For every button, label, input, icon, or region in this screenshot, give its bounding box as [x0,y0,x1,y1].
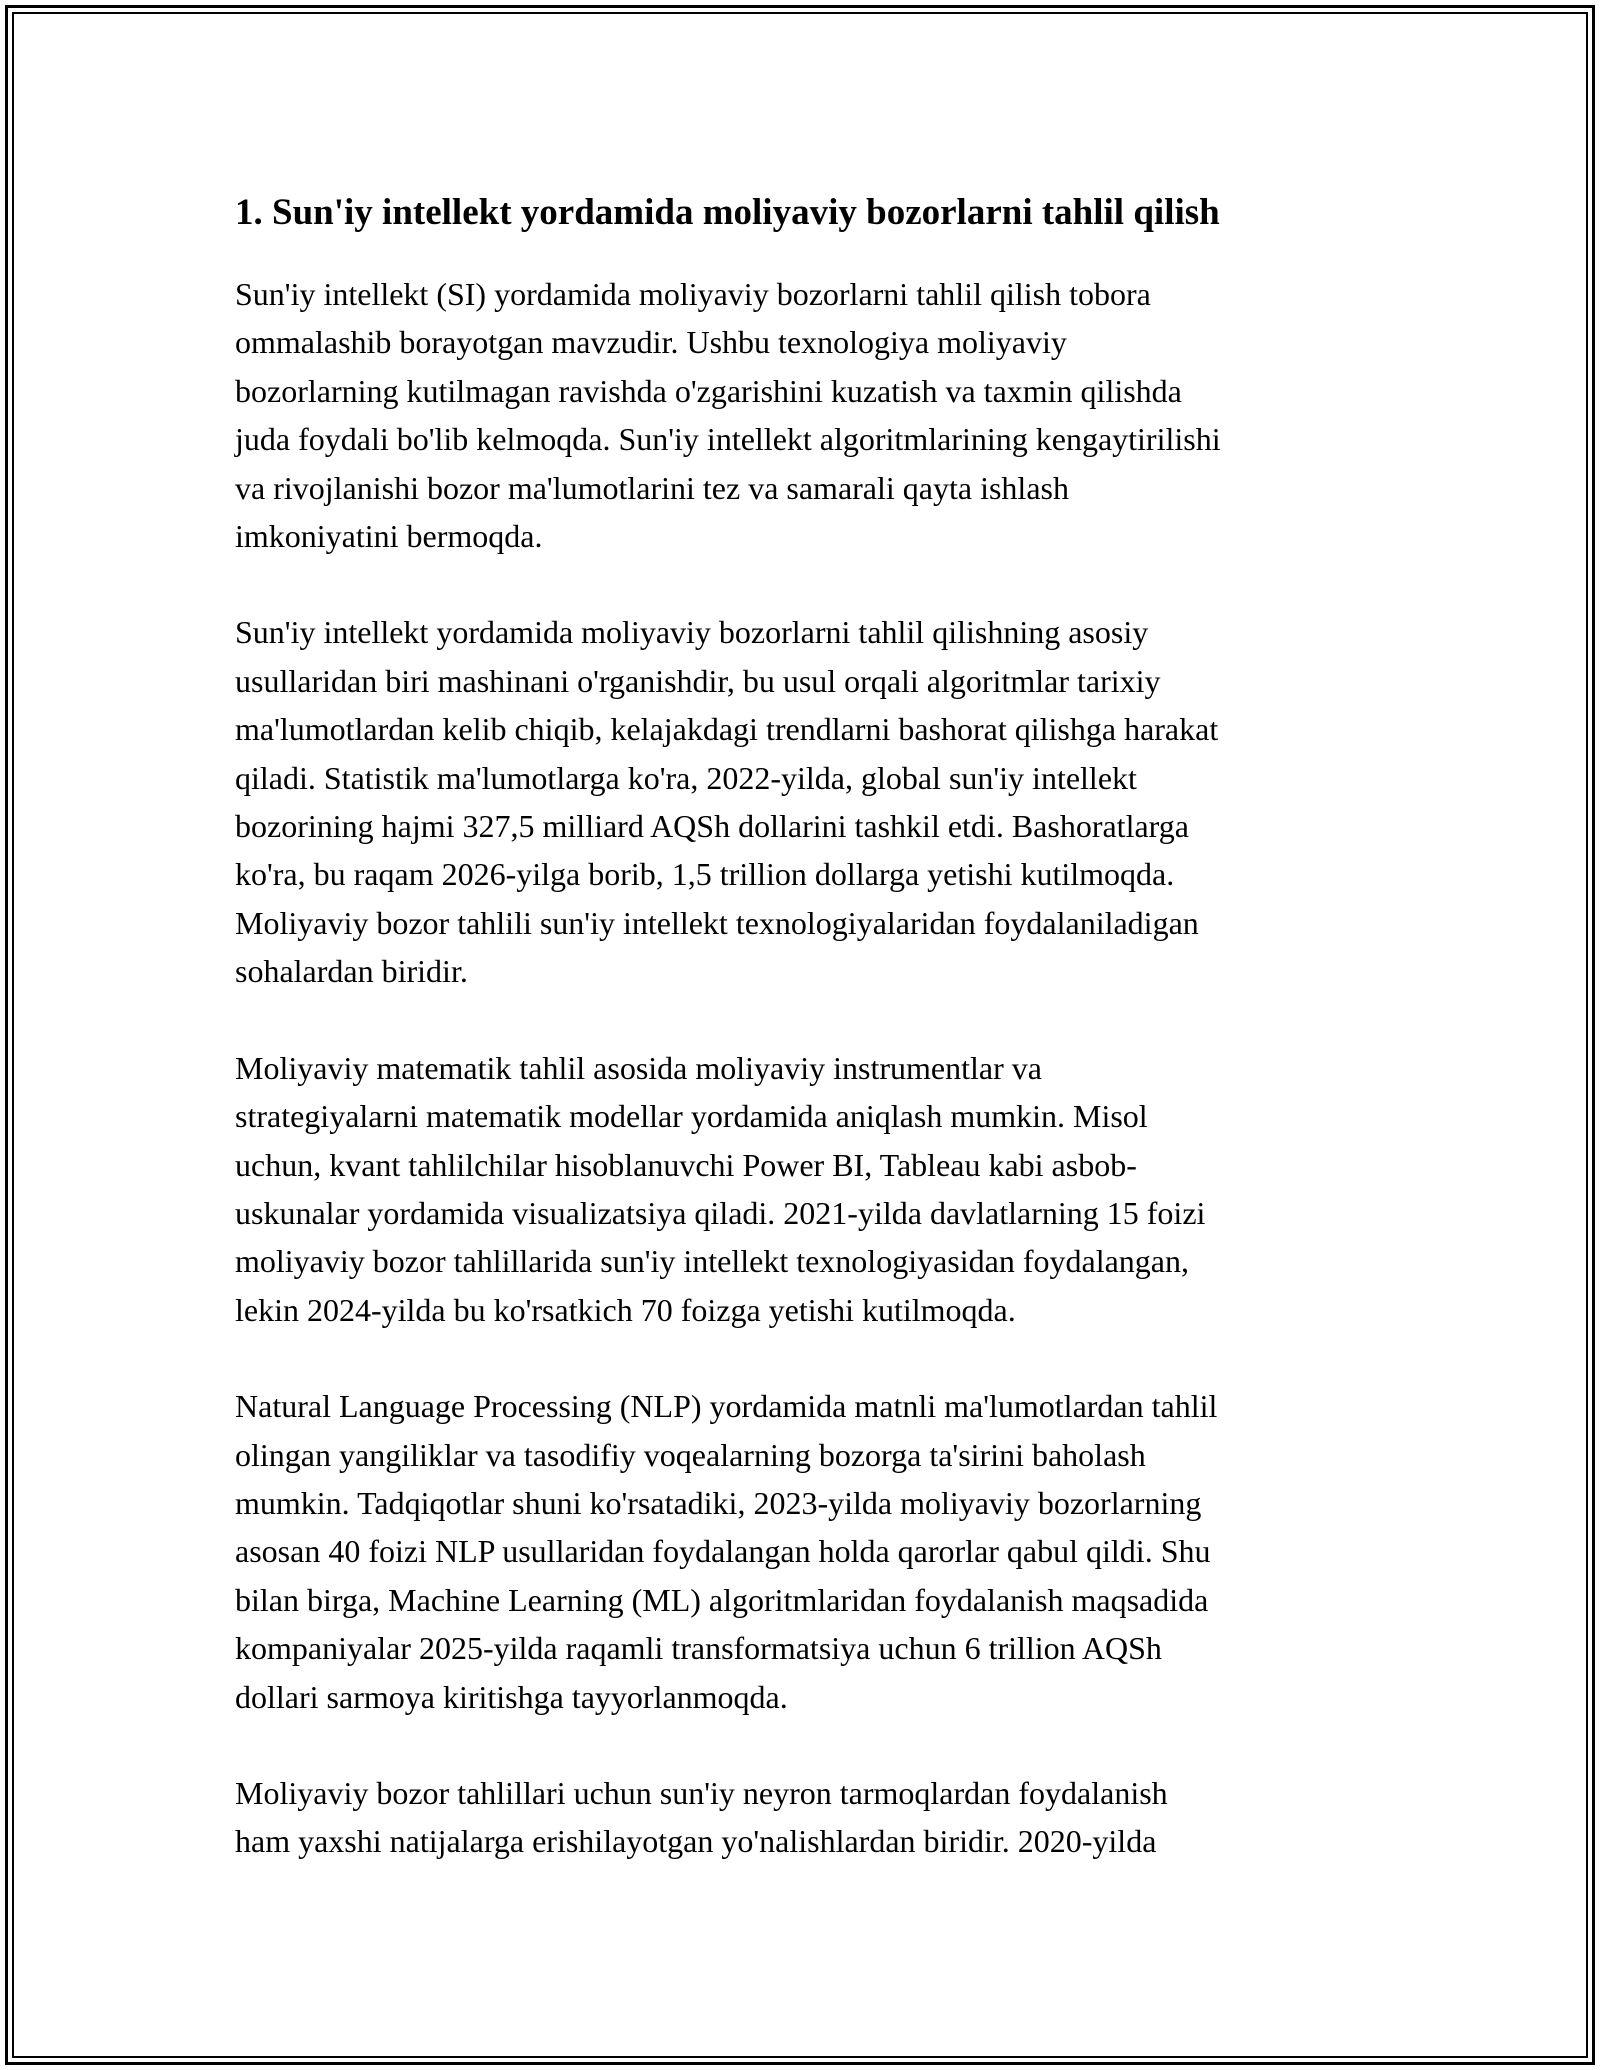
paragraph-line: Sun'iy intellekt yordamida moliyaviy bozorlarni tahlil qilishning asosiy [235,614,1149,651]
paragraph-line: Sun'iy intellekt (SI) yordamida moliyaviy bozorlarni tahlil qilish tobora [235,276,1151,312]
paragraph-line: Moliyaviy matematik tahlil asosida moliyaviy instrumentlar va [235,1049,1042,1086]
paragraph-list [235,270,1375,1866]
paragraph-line: Moliyaviy bozor tahlillari uchun sun'iy neyron tarmoqlardan foydalanish [235,1774,1168,1811]
paragraph-line: dollari sarmoya kiritishga tayyorlanmoqda. [235,1678,788,1715]
paragraph-line: sohalardan biridir. [235,953,468,990]
paragraph-line: usullaridan biri mashinani o'rganishdir, bu usul orqali algoritmlar tarixiy [235,662,1161,699]
paragraph-line: qiladi. Statistik ma'lumotlarga ko'ra, 2022-yilda, global sun'iy intellekt [235,759,1137,796]
paragraph [235,1044,1375,1334]
paragraph-line: strategiyalarni matematik modellar yordamida aniqlash mumkin. Misol [235,1098,1148,1135]
paragraph-line: Natural Language Processing (NLP) yordamida matnli ma'lumotlardan tahlil [235,1388,1218,1425]
paragraph-line: Moliyaviy bozor tahlili sun'iy intellekt texnologiyalaridan foydalaniladigan [235,904,1199,941]
paragraph-line: bozorining hajmi 327,5 milliard AQSh dollarini tashkil etdi. Bashoratlarga [235,808,1189,845]
paragraph-line: moliyaviy bozor tahlillarida sun'iy intellekt texnologiyasidan foydalangan, [235,1243,1189,1280]
paragraph [235,1382,1375,1721]
paragraph-line: olingan yangiliklar va tasodifiy voqealarning bozorga ta'sirini baholash [235,1436,1146,1473]
paragraph-line: imkoniyatini bermoqda. [235,518,543,555]
paragraph-line: mumkin. Tadqiqotlar shuni ko'rsatadiki, 2023-yilda moliyaviy bozorlarning [235,1484,1202,1521]
paragraph-line: uskunalar yordamida visualizatsiya qiladi. 2021-yilda davlatlarning 15 foizi [235,1194,1206,1231]
paragraph-line: lekin 2024-yilda bu ko'rsatkich 70 foizga yetishi kutilmoqda. [235,1291,1016,1328]
document-title: 1. Sun'iy intellekt yordamida moliyaviy bozorlarni tahlil qilish [235,192,1220,233]
paragraph-line: ma'lumotlardan kelib chiqib, kelajakdagi trendlarni bashorat qilishga harakat [235,711,1219,748]
paragraph-line: bilan birga, Machine Learning (ML) algoritmlaridan foydalanish maqsadida [235,1581,1209,1618]
paragraph [235,270,1375,560]
paragraph-line: va rivojlanishi bozor ma'lumotlarini tez va samarali qayta ishlash [235,469,1069,506]
paragraph-line: ko'ra, bu raqam 2026-yilga borib, 1,5 trillion dollarga yetishi kutilmoqda. [235,856,1175,893]
paragraph-line: bozorlarning kutilmagan ravishda o'zgarishini kuzatish va taxmin qilishda [235,372,1182,409]
document-body [235,186,1375,1914]
paragraph-line: asosan 40 foizi NLP usullaridan foydalangan holda qarorlar qabul qildi. Shu [235,1533,1211,1570]
paragraph-line: ham yaxshi natijalarga erishilayotgan yo'nalishlardan biridir. 2020-yilda [235,1823,1157,1860]
paragraph [235,1769,1375,1866]
paragraph-line: ommalashib borayotgan mavzudir. Ushbu texnologiya moliyaviy [235,324,1067,361]
paragraph-line: juda foydali bo'lib kelmoqda. Sun'iy intellekt algoritmlarining kengaytirilishi [235,421,1221,458]
paragraph-line: kompaniyalar 2025-yilda raqamli transformatsiya uchun 6 trillion AQSh [235,1630,1162,1667]
paragraph-line: uchun, kvant tahlilchilar hisoblanuvchi Power BI, Tableau kabi asbob- [235,1146,1137,1183]
paragraph [235,608,1375,995]
